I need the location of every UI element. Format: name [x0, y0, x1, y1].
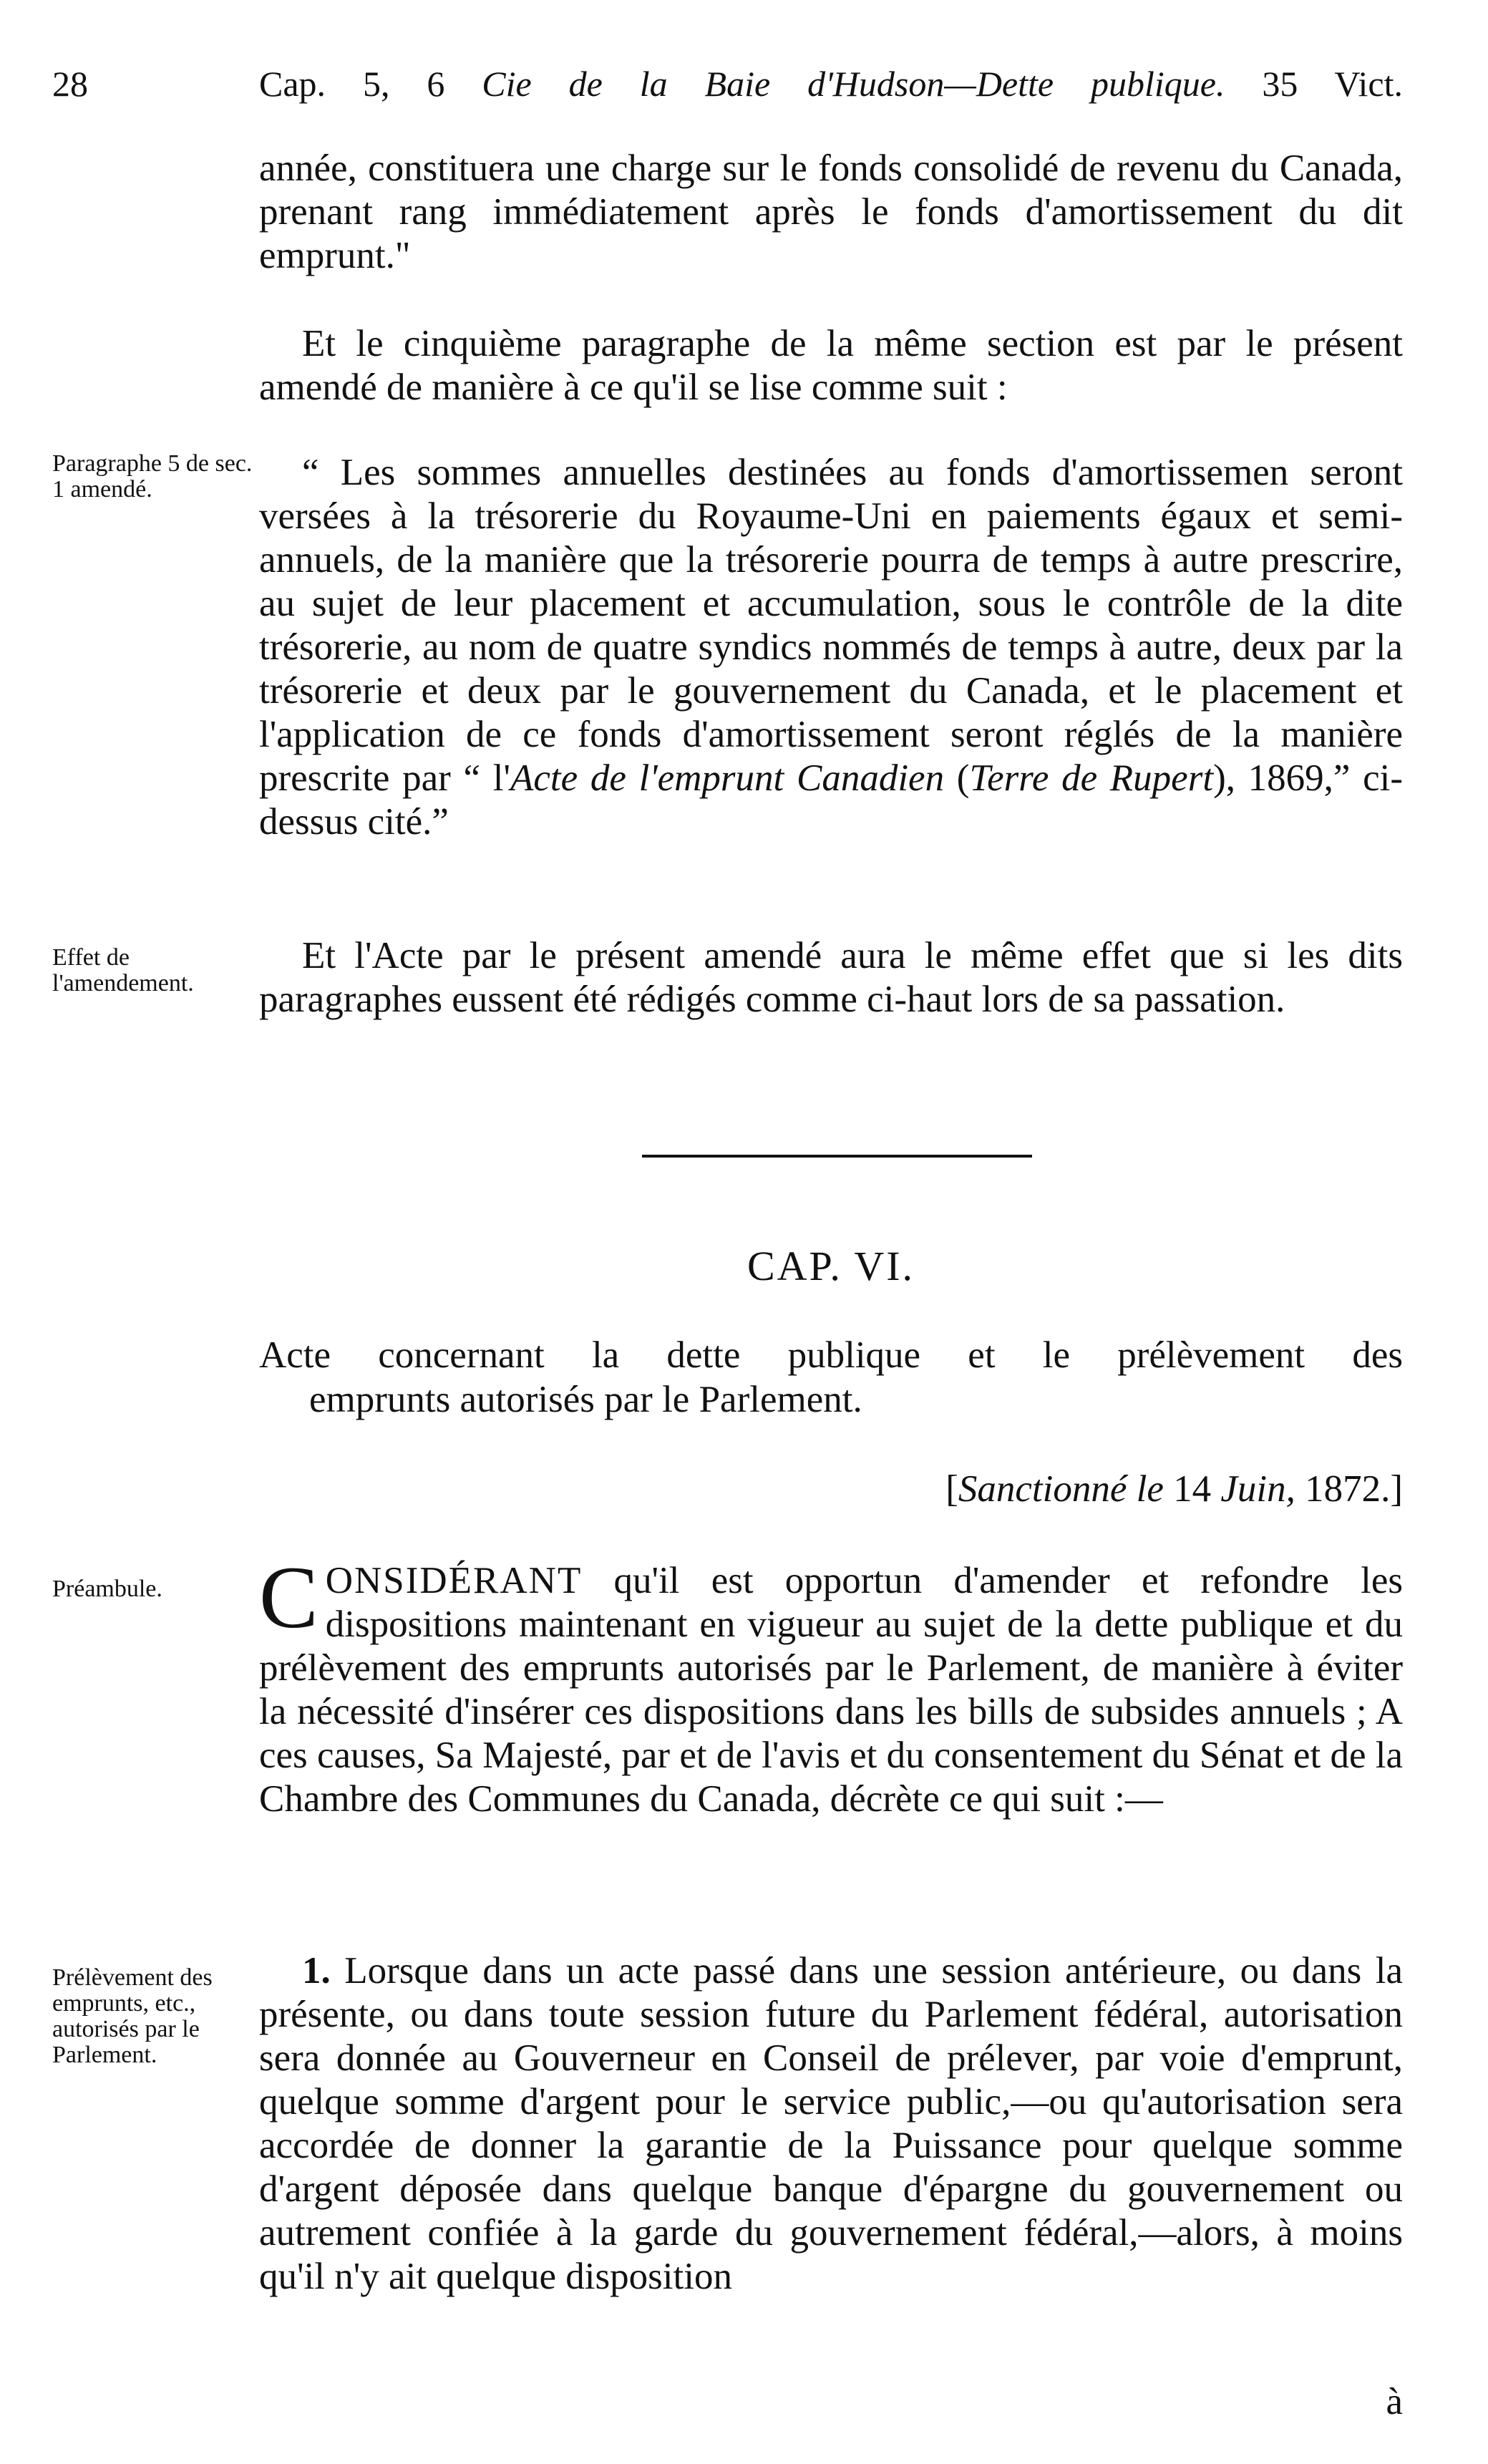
- running-year: 35 Vict.: [1262, 64, 1403, 104]
- catchword: à: [1386, 2381, 1403, 2422]
- sanction-month: Juin,: [1220, 1468, 1295, 1510]
- amend-intro-block: [259, 322, 1403, 409]
- act-title-line-2: emprunts autorisés par le Parlement.: [309, 1379, 862, 1420]
- section-1-paragraph: [259, 1949, 1403, 2299]
- section-1-text: Lorsque dans un acte passé dans une session antérieure, ou dans la présente, ou dans toute session future du Parlement fédéral, autorisation sera donnée au Gouverneur en Conseil de prélever, par voie d'emprunt, quelque somme d'argent pour le service public,—ou qu'autorisation sera accordée de donner la garantie de la Puissance pour quelque somme d'argent déposée dans quelque banque d'épargne du gouvernement ou autrement confiée à la garde du gouvernement fédéral,—alors, à moins qu'il n'y ait quelque disposition: [259, 1950, 1403, 2297]
- section-divider: [642, 1155, 1032, 1158]
- margin-note-paragraphe: Paragraphe 5 de sec. 1 amendé.: [52, 450, 253, 503]
- paren-open: (: [944, 757, 970, 799]
- quoted-text-b: ), 1869,” ci-dessus cité.”: [259, 757, 1404, 843]
- preamble-paragraph: [259, 1548, 1403, 1821]
- preamble-text: qu'il est opportun d'amender et refondre les dispositions maintenant en vigueur au sujet de la dette publique et du prélèvement des emprunts autorisés par le Parlement, de manière à éviter la nécessité d'insérer ces dispositions dans les bills de subsides annuels ; A ces causes, Sa Majesté, par et de l'avis et du consentement du Sénat et de la Chambre des Communes du Canada, décrète ce qui suit :—: [259, 1560, 1403, 1820]
- continued-paragraph-block: [259, 147, 1403, 278]
- sanction-year: 1872.: [1305, 1468, 1391, 1510]
- continued-paragraph: année, constituera une charge sur le fonds consolidé de revenu du Canada, prenant rang immédiatement après le fonds d'amortissement du dit emprunt.": [259, 147, 1403, 276]
- act-title-line-1: Acte concernant la dette publique et le prélèvement des: [259, 1334, 1403, 1376]
- effect-paragraph: Et l'Acte par le présent amendé aura le même effet que si les dits paragraphes eussent été rédigés comme ci-haut lors de sa passation.: [259, 935, 1403, 1020]
- section-number: 1.: [302, 1950, 331, 1992]
- running-prefix: Cap. 5, 6: [259, 64, 445, 104]
- act-title: [259, 1333, 1403, 1422]
- page-number: 28: [52, 64, 88, 104]
- preamble-first-word: ONSIDÉRANT: [325, 1560, 583, 1601]
- quoted-text-a: “ Les sommes annuelles destinées au fonds d'amortissemen seront versées à la trésorerie du Royaume-Uni en paiements égaux et semi-annuels, de la manière que la trésorerie pourra de temps à autre prescrire, au sujet de leur placement et accumulation, sous le contrôle de la dite trésorerie, au nom de quatre syndics nommés de temps à autre, deux par la trésorerie et deux par le gouvernement du Canada, et le placement et l'application de ce fonds d'amortissement seront réglés de la manière prescrite par “ l': [259, 452, 1403, 799]
- section-1-block: [259, 1949, 1403, 2299]
- act-subtitle: Terre de Rupert: [969, 757, 1214, 799]
- act-name: Acte de l'emprunt Canadien: [510, 757, 945, 799]
- margin-note-prelevement: Prélèvement des emprunts, etc., autorisés par le Parlement.: [52, 1964, 213, 2068]
- effect-paragraph-block: [259, 934, 1403, 1022]
- quoted-paragraph-block: [259, 451, 1403, 844]
- sanction-day: 14: [1173, 1468, 1212, 1510]
- quoted-paragraph: [259, 451, 1403, 844]
- sanction-date: [Sanctionné le 14 Juin, 1872.]: [945, 1468, 1403, 1510]
- margin-note-effet: Effet de l'amendement.: [52, 944, 194, 996]
- running-title: Cie de la Baie d'Hudson—Dette publique.: [482, 64, 1225, 104]
- running-header: [259, 63, 1403, 113]
- drop-cap: C: [259, 1548, 318, 1646]
- chapter-heading: CAP. VI.: [747, 1243, 915, 1289]
- margin-note-preambule: Préambule.: [52, 1576, 162, 1602]
- sanction-label: Sanctionné le: [958, 1468, 1164, 1510]
- amend-intro-paragraph: Et le cinquième paragraphe de la même section est par le présent amendé de manière à ce qu'il se lise comme suit :: [259, 323, 1403, 408]
- preamble-block: [259, 1548, 1403, 1821]
